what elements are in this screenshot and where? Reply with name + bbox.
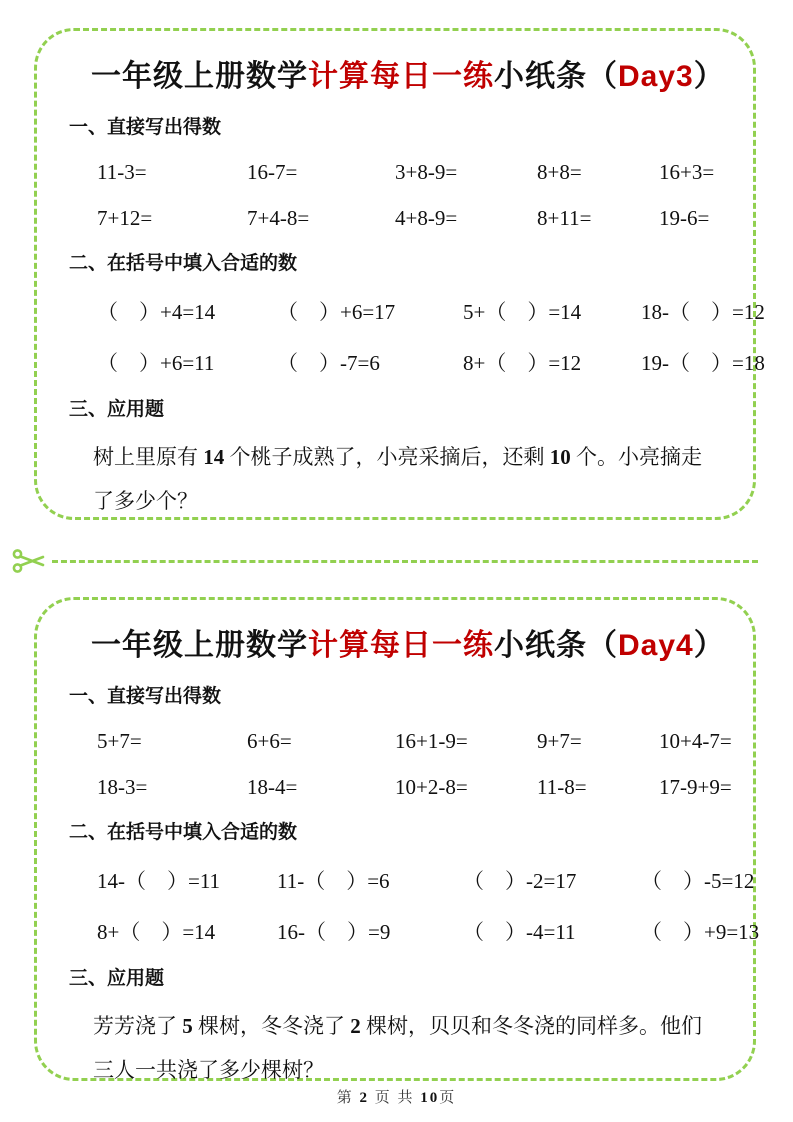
- bold-number: 2: [359, 1090, 369, 1106]
- equation-item: 11-3=: [97, 160, 147, 184]
- equation-item: 8+（ ）=12: [463, 351, 582, 375]
- equation-item: （ ）-5=12: [641, 869, 755, 893]
- equation-item: （ ）-2=17: [463, 869, 577, 893]
- equation-item: 16-7=: [247, 160, 298, 184]
- text-segment: 芳芳浇了: [93, 1014, 183, 1038]
- equation-item: （ ）+4=14: [97, 300, 216, 324]
- day3-section2-row1: [97, 296, 765, 326]
- day4-section3-heading: 三、应用题: [69, 968, 165, 989]
- cut-line-dashes: [52, 560, 758, 563]
- day3-section3-heading: 三、应用题: [69, 399, 165, 420]
- equation-item: 6+6=: [247, 729, 292, 753]
- bold-number: 5: [182, 1014, 193, 1038]
- title-suffix: 小纸条: [494, 629, 587, 662]
- title-highlight: 计算每日一练: [308, 629, 494, 662]
- title-paren-open: （: [587, 60, 618, 93]
- equation-item: 5+（ ）=14: [463, 300, 582, 324]
- equation-item: （ ）+6=11: [97, 351, 215, 375]
- day3-section2-heading: 二、在括号中填入合适的数: [69, 253, 298, 274]
- title-suffix: 小纸条: [494, 60, 587, 93]
- equation-item: 3+8-9=: [395, 160, 458, 184]
- scissors-icon: [12, 546, 48, 576]
- text-segment: 个桃子成熟了，小亮采摘后，还剩: [224, 445, 550, 469]
- day4-section1-row2: [97, 775, 732, 800]
- bold-number: 14: [203, 445, 225, 469]
- equation-item: 8+（ ）=14: [97, 920, 216, 944]
- equation-item: 4+8-9=: [395, 206, 458, 230]
- title-day-label: Day4: [618, 629, 694, 662]
- equation-item: （ ）+6=17: [277, 300, 396, 324]
- title-prefix: 一年级上册数学: [91, 60, 308, 93]
- text-segment: 页: [439, 1090, 457, 1106]
- day4-section2-row2: [97, 916, 760, 946]
- equation-item: 8+8=: [537, 160, 582, 184]
- text-segment: 棵树，冬冬浇了: [192, 1014, 351, 1038]
- equation-item: 16-（ ）=9: [277, 920, 391, 944]
- equation-item: 17-9+9=: [659, 775, 732, 799]
- equation-item: 14-（ ）=11: [97, 869, 221, 893]
- title-day-label: Day3: [618, 60, 694, 93]
- bold-number: 2: [350, 1014, 361, 1038]
- equation-item: 11-8=: [537, 775, 587, 799]
- day3-word-problem: [93, 435, 709, 523]
- day3-section2-row2: [97, 347, 765, 377]
- equation-item: 11-（ ）=6: [277, 869, 390, 893]
- equation-item: 19-6=: [659, 206, 710, 230]
- equation-item: 16+1-9=: [395, 729, 468, 753]
- day4-section1-row1: [97, 729, 732, 754]
- text-segment: 树上里原有: [93, 445, 204, 469]
- day4-section2-row1: [97, 865, 755, 895]
- bold-number: 10: [549, 445, 571, 469]
- cut-line-divider: [12, 546, 758, 576]
- day3-section1-row1: [97, 160, 727, 185]
- day4-card: [34, 597, 760, 1082]
- equation-item: 9+7=: [537, 729, 582, 753]
- text-segment: 个。小亮摘走了多少个？: [93, 445, 702, 513]
- equation-item: 18-3=: [97, 775, 148, 799]
- equation-item: 10+2-8=: [395, 775, 468, 799]
- equation-item: （ ）+9=13: [641, 920, 760, 944]
- equation-item: 7+4-8=: [247, 206, 310, 230]
- day3-section1-heading: 一、直接写出得数: [69, 117, 222, 138]
- text-segment: 页 共: [368, 1090, 421, 1106]
- equation-item: 19-（ ）=18: [641, 351, 765, 375]
- title-prefix: 一年级上册数学: [91, 629, 308, 662]
- equation-item: 16+3=: [659, 160, 715, 184]
- title-paren-open: （: [587, 629, 618, 662]
- title-paren-close: ）: [693, 629, 725, 662]
- equation-item: 10+4-7=: [659, 729, 732, 753]
- day4-word-problem: [93, 1004, 709, 1092]
- day3-title: [91, 51, 727, 95]
- day3-section1-row2: [97, 206, 727, 231]
- page-number-footer: [0, 1086, 793, 1107]
- bold-number: 10: [420, 1090, 440, 1106]
- text-segment: 第: [336, 1090, 360, 1106]
- text-segment: 棵树，贝贝和冬冬浇的同样多。他们三人一共浇了多少棵树？: [93, 1014, 702, 1082]
- equation-item: （ ）-7=6: [277, 351, 380, 375]
- equation-item: 8+11=: [537, 206, 592, 230]
- title-paren-close: ）: [693, 60, 725, 93]
- day3-card: [34, 28, 765, 520]
- equation-item: 5+7=: [97, 729, 142, 753]
- equation-item: 18-（ ）=12: [641, 300, 765, 324]
- day4-title: [91, 620, 727, 664]
- equation-item: 18-4=: [247, 775, 298, 799]
- day4-section1-heading: 一、直接写出得数: [69, 686, 222, 707]
- equation-item: （ ）-4=11: [463, 920, 576, 944]
- title-highlight: 计算每日一练: [308, 60, 494, 93]
- equation-item: 7+12=: [97, 206, 153, 230]
- day4-section2-heading: 二、在括号中填入合适的数: [69, 822, 298, 843]
